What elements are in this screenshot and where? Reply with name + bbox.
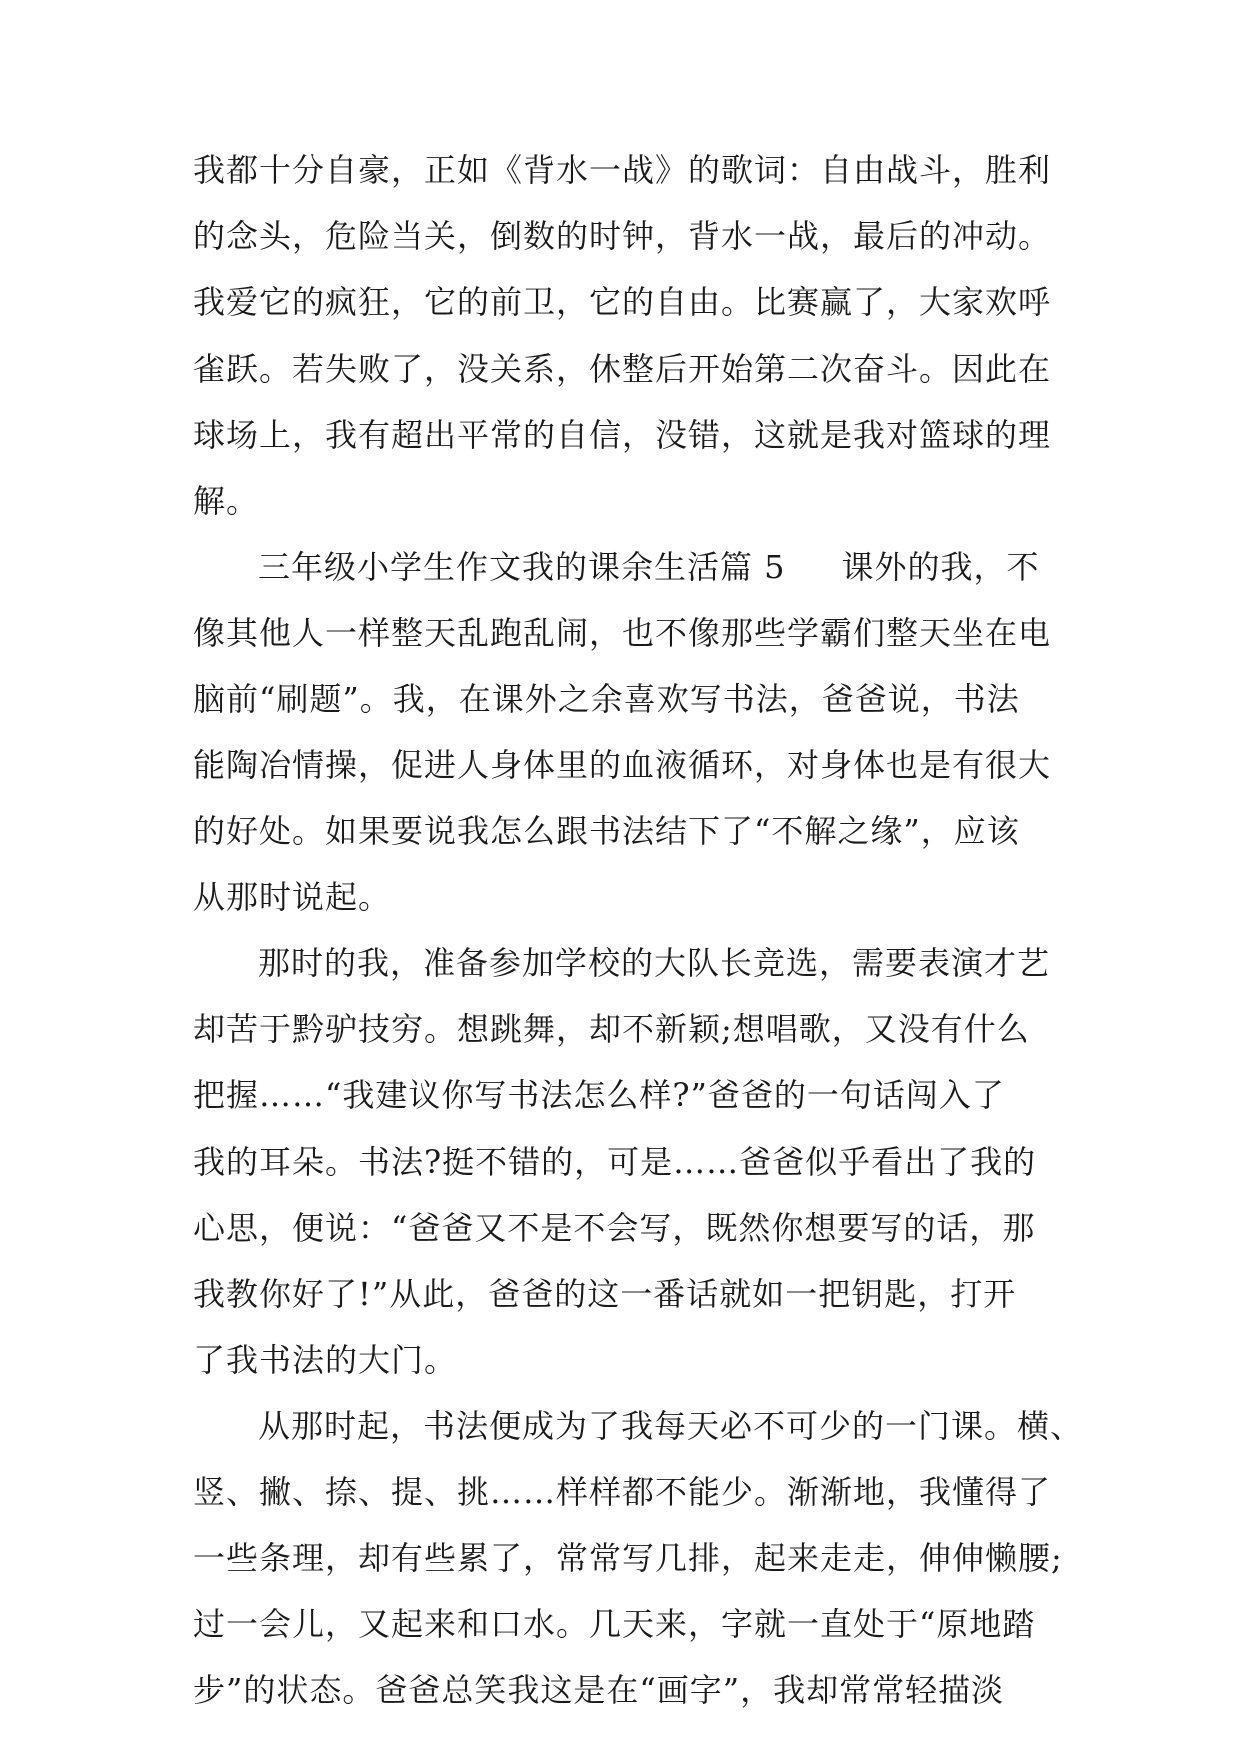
text-line: 的好处。如果要说我怎么跟书法结下了“不解之缘”，应该	[193, 812, 1020, 850]
text-line: 球场上，我有超出平常的自信，没错，这就是我对篮球的理	[193, 416, 1052, 454]
paragraph-first-line: 那时的我，准备参加学校的大队长竞选，需要表演才艺	[258, 944, 1051, 982]
text-line: 过一会儿，又起来和口水。几天来，字就一直处于“原地踏	[193, 1605, 1036, 1643]
text-line: 雀跃。若失败了，没关系，休整后开始第二次奋斗。因此在	[193, 350, 1052, 388]
paragraph-first-line: 从那时起，书法便成为了我每天必不可少的一门课。横、	[258, 1407, 1084, 1445]
text-line: 我的耳朵。书法?挺不错的，可是……爸爸似乎看出了我的	[193, 1143, 1037, 1181]
text-line: 我爱它的疯狂，它的前卫，它的自由。比赛赢了，大家欢呼	[193, 283, 1052, 321]
text-line: 解。	[193, 482, 260, 520]
text-line: 我都十分自豪，正如《背水一战》的歌词：自由战斗，胜利	[193, 151, 1052, 189]
section-heading-line	[258, 542, 1040, 592]
text-fragment: 课外的我，不	[841, 548, 1040, 586]
text-line: 一些条理，却有些累了，常常写几排，起来走走，伸伸懒腰;	[193, 1539, 1063, 1577]
text-line: 步”的状态。爸爸总笑我这是在“画字”，我却常常轻描淡	[193, 1671, 1005, 1709]
text-line: 我教你好了!”从此，爸爸的这一番话就如一把钥匙，打开	[193, 1275, 1017, 1313]
text-line: 从那时说起。	[193, 878, 392, 916]
text-line: 了我书法的大门。	[193, 1341, 458, 1379]
text-line: 却苦于黔驴技穷。想跳舞，却不新颖;想唱歌，又没有什么	[193, 1010, 1030, 1048]
text-line: 把握……“我建议你写书法怎么样?”爸爸的一句话闯入了	[193, 1076, 1005, 1114]
text-line: 的念头，危险当关，倒数的时钟，背水一战，最后的冲动。	[193, 217, 1052, 255]
text-line: 像其他人一样整天乱跑乱闹，也不像那些学霸们整天坐在电	[193, 614, 1052, 652]
text-line: 能陶冶情操，促进人身体里的血液循环，对身体也是有很大	[193, 746, 1052, 784]
text-line: 心思，便说：“爸爸又不是不会写，既然你想要写的话，那	[193, 1209, 1036, 1247]
section-heading: 三年级小学生作文我的课余生活篇 5	[258, 548, 786, 586]
text-line: 脑前“刷题”。我，在课外之余喜欢写书法，爸爸说，书法	[193, 680, 1020, 718]
text-line: 竖、撇、捺、提、挑……样样都不能少。渐渐地，我懂得了	[193, 1473, 1052, 1511]
